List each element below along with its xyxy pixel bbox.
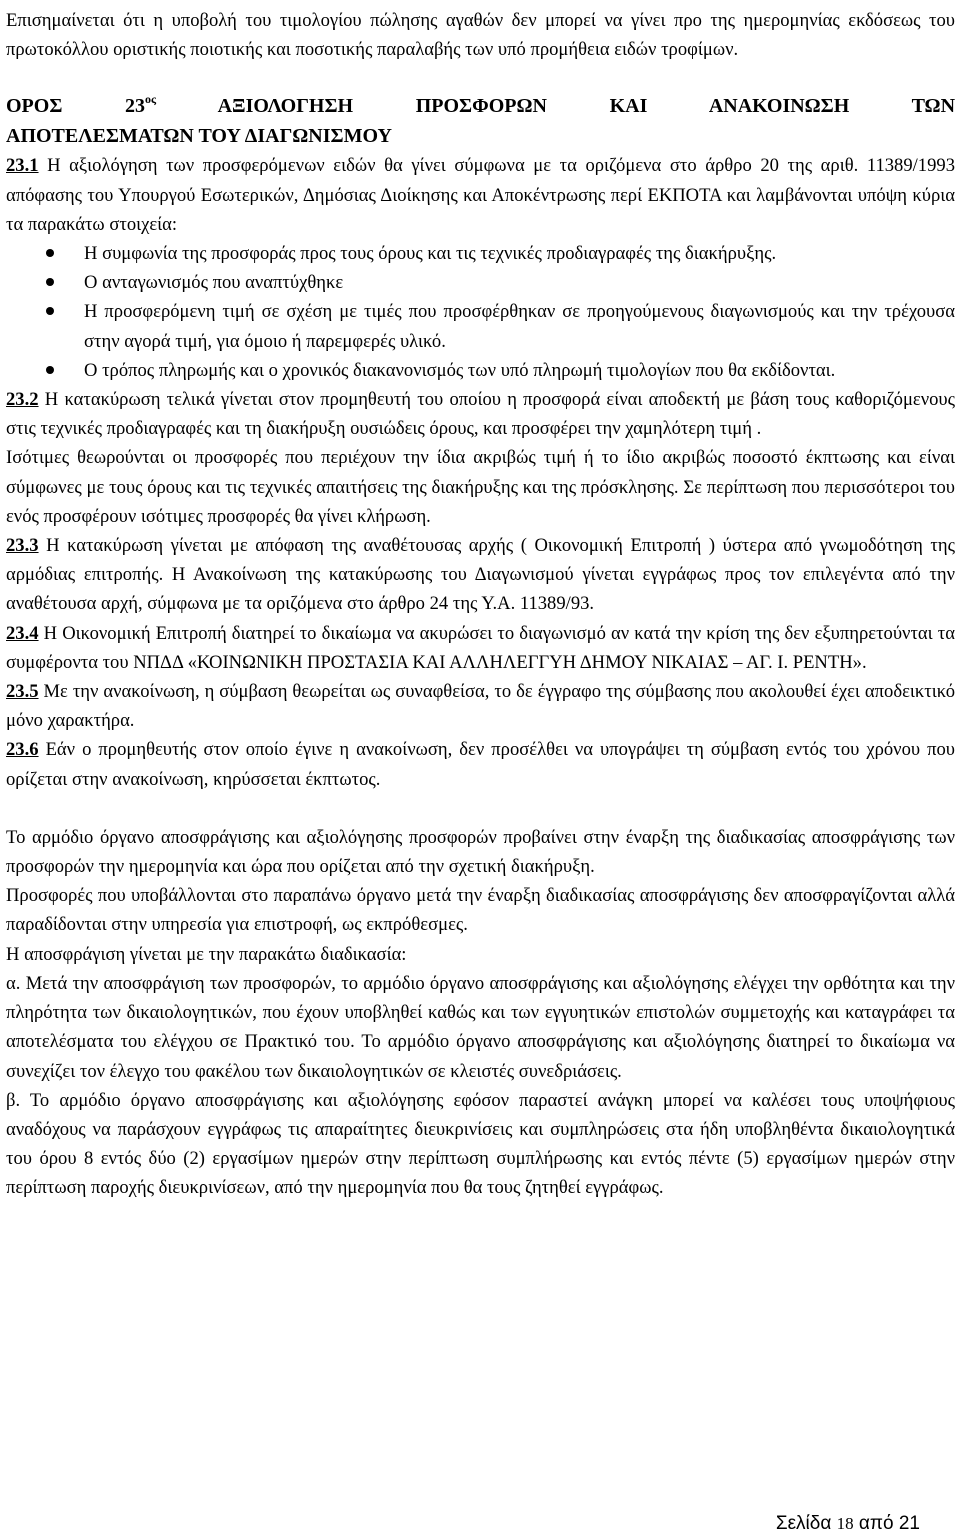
procedure-step-b: β. Το αρμόδιο όργανο αποσφράγισης και αξιολόγησης εφόσον παραστεί ανάγκη μπορεί να καλέσει τους υποψήφιους αναδόχους να παράσχουν εγγράφως τις απαραίτητες διευκρινίσεις και συμπληρώσεις στα ήδη υποβληθέντα δικαιολογητικά του όρου 8 εντός δύο (2) εργασίμων ημερών στην περίπτωση συμπλήρωσης και εντός πέντε (5) εργασίμων ημερών στην περίπτωση παροχής διευκρινίσεων, από την ημερομηνία που θα τους ζητηθεί εγγράφως. [6, 1089, 955, 1199]
clause-23-2 [6, 385, 955, 443]
page-footer [776, 1512, 920, 1536]
footer-of: από [858, 1513, 894, 1534]
heading-part2: ΑΞΙΟΛΟΓΗΣΗ ΠΡΟΣΦΟΡΩΝ ΚΑΙ ΑΝΑΚΟΙΝΩΣΗ ΤΩΝ [156, 95, 956, 118]
clause-23-5 [6, 677, 955, 735]
footer-label: Σελίδα [775, 1513, 832, 1534]
heading-part1: ΟΡΟΣ 23 [6, 95, 146, 118]
clause-number: 23.5 [6, 681, 39, 703]
clause-text: Η κατακύρωση τελικά γίνεται στον προμηθευτή του οποίου η προσφορά είναι αποδεκτή με βάση τους καθοριζόμενους στις τεχνικές προδιαγραφές και τη διακήρυξη ουσιώδεις όρους, και προσφέρει την χαμηλότερη τιμή . [6, 389, 955, 440]
list-item: Η συμφωνία της προσφοράς προς τους όρους και τις τεχνικές προδιαγραφές της διακήρυξης. [84, 239, 955, 268]
procedure-intro: Η αποσφράγιση γίνεται με την παρακάτω διαδικασία: [6, 943, 407, 965]
clause-number: 23.6 [6, 739, 39, 761]
clause-number: 23.3 [6, 535, 39, 557]
criteria-list [6, 239, 955, 385]
clause-text: Η Οικονομική Επιτροπή διατηρεί το δικαίωμα να ακυρώσει το διαγωνισμό αν κατά την κρίση της δεν εξυπηρετούνται τα συμφέροντα του ΝΠΔΔ «ΚΟΙΝΩΝΙΚΗ ΠΡΟΣΤΑΣΙΑ ΚΑΙ ΑΛΛΗΛΕΓΓΥΗ ΔΗΜΟΥ ΝΙΚΑΙΑΣ – ΑΓ. Ι. ΡΕΝΤΗ». [6, 622, 955, 673]
procedure-step-a: α. Μετά την αποσφράγιση των προσφορών, το αρμόδιο όργανο αποσφράγισης και αξιολόγησης ελέγχει την ορθότητα και την πληρότητα των δικαιολογητικών, που έχουν υποβληθεί καθώς και των εγγυητικών επιστολών συμμετοχής και καταγράφει τα αποτελέσματα του ελέγχου σε Πρακτικό του. Το αρμόδιο όργανο αποσφράγισης και αξιολόγησης διατηρεί το δικαίωμα να συνεχίζει τον έλεγχο του φακέλου των δικαιολογητικών σε κλειστές συνεδριάσεις. [6, 972, 955, 1082]
equal-offers-paragraph: Ισότιμες θεωρούνται οι προσφορές που περιέχουν την ίδια ακριβώς τιμή ή το ίδιο ακριβώς ποσοστό έκπτωσης και είναι σύμφωνες με τους όρους και τις τεχνικές απαιτήσεις της διακήρυξης και της πρόσκλησης. Σε περίπτωση που περισσότεροι του ενός προσφέρουν ισότιμες προσφορές θα γίνει κλήρωση. [6, 447, 955, 527]
list-item: Ο ανταγωνισμός που αναπτύχθηκε [84, 268, 955, 297]
intro-paragraph: Επισημαίνεται ότι η υποβολή του τιμολογίου πώλησης αγαθών δεν μπορεί να γίνει προ της ημερομηνίας εκδόσεως του πρωτοκόλλου οριστικής ποιοτικής και ποσοτικής παραλαβής των υπό προμήθεια ειδών τροφίμων. [6, 10, 955, 61]
paragraph-gap [6, 794, 955, 823]
late-offers-paragraph: Προσφορές που υποβάλλονται στο παραπάνω όργανο μετά την έναρξη διαδικασίας αποσφράγισης δεν αποσφραγίζονται αλλά παραδίδονται στην υπηρεσία για επιστροφή, ως εκπρόθεσμες. [6, 885, 955, 936]
clause-number: 23.4 [6, 622, 39, 644]
list-item: Η προσφερόμενη τιμή σε σχέση με τιμές που προσφέρθηκαν σε προηγούμενους διαγωνισμούς και την τρέχουσα στην αγορά τιμή, για όμοιο ή παρεμφερές υλικό. [84, 297, 955, 355]
opening-paragraph: Το αρμόδιο όργανο αποσφράγισης και αξιολόγησης προσφορών προβαίνει στην έναρξη της διαδικασίας αποσφράγισης των προσφορών την ημερομηνία και ώρα που ορίζεται από την σχετική διακήρυξη. [6, 826, 955, 878]
heading-ordinal: ος [145, 92, 157, 107]
footer-total-pages: 21 [898, 1513, 920, 1534]
clause-text: Με την ανακοίνωση, η σύμβαση θεωρείται ως συναφθείσα, το δε έγγραφο της σύμβασης που ακολουθεί έχει αποδεικτικό μόνο χαρακτήρα. [6, 681, 955, 732]
document-page [6, 6, 955, 1203]
clause-text: Εάν ο προμηθευτής στον οποίο έγινε η ανακοίνωση, δεν προσέλθει να υπογράψει τη σύμβαση εντός του χρόνου που ορίζεται στην ανακοίνωση, κηρύσσεται έκπτωτος. [6, 739, 955, 790]
section-heading [6, 92, 955, 122]
section-heading-line2: ΑΠΟΤΕΛΕΣΜΑΤΩΝ ΤΟΥ ΔΙΑΓΩΝΙΣΜΟΥ [6, 124, 392, 147]
clause-number: 23.2 [6, 389, 39, 411]
clause-text: Η αξιολόγηση των προσφερόμενων ειδών θα γίνει σύμφωνα με τα οριζόμενα στο άρθρο 20 της αριθ. 11389/1993 απόφασης του Υπουργού Εσωτερικών, Δημόσιας Διοίκησης και Αποκέντρωσης περί ΕΚΠΟΤΑ και λαμβάνονται υπόψη κύρια τα παρακάτω στοιχεία: [6, 155, 955, 235]
clause-23-6 [6, 735, 955, 793]
clause-text: Η κατακύρωση γίνεται με απόφαση της αναθέτουσας αρχής ( Οικονομική Επιτροπή ) ύστερα από γνωμοδότηση της αρμόδιας επιτροπής. Η Ανακοίνωση της κατακύρωσης του Διαγωνισμού γίνεται εγγράφως προς τον επιλεγέντα από την αναθέτουσα αρχή, σύμφωνα με τα οριζόμενα στο άρθρο 24 της Υ.Α. 11389/93. [6, 535, 955, 615]
clause-23-4 [6, 619, 955, 677]
list-item: Ο τρόπος πληρωμής και ο χρονικός διακανονισμός των υπό πληρωμή τιμολογίων που θα εκδίδονται. [84, 356, 955, 385]
clause-number: 23.1 [6, 155, 39, 177]
clause-23-1 [6, 151, 955, 239]
clause-23-3 [6, 531, 955, 619]
footer-page-number: 18 [836, 1514, 854, 1533]
